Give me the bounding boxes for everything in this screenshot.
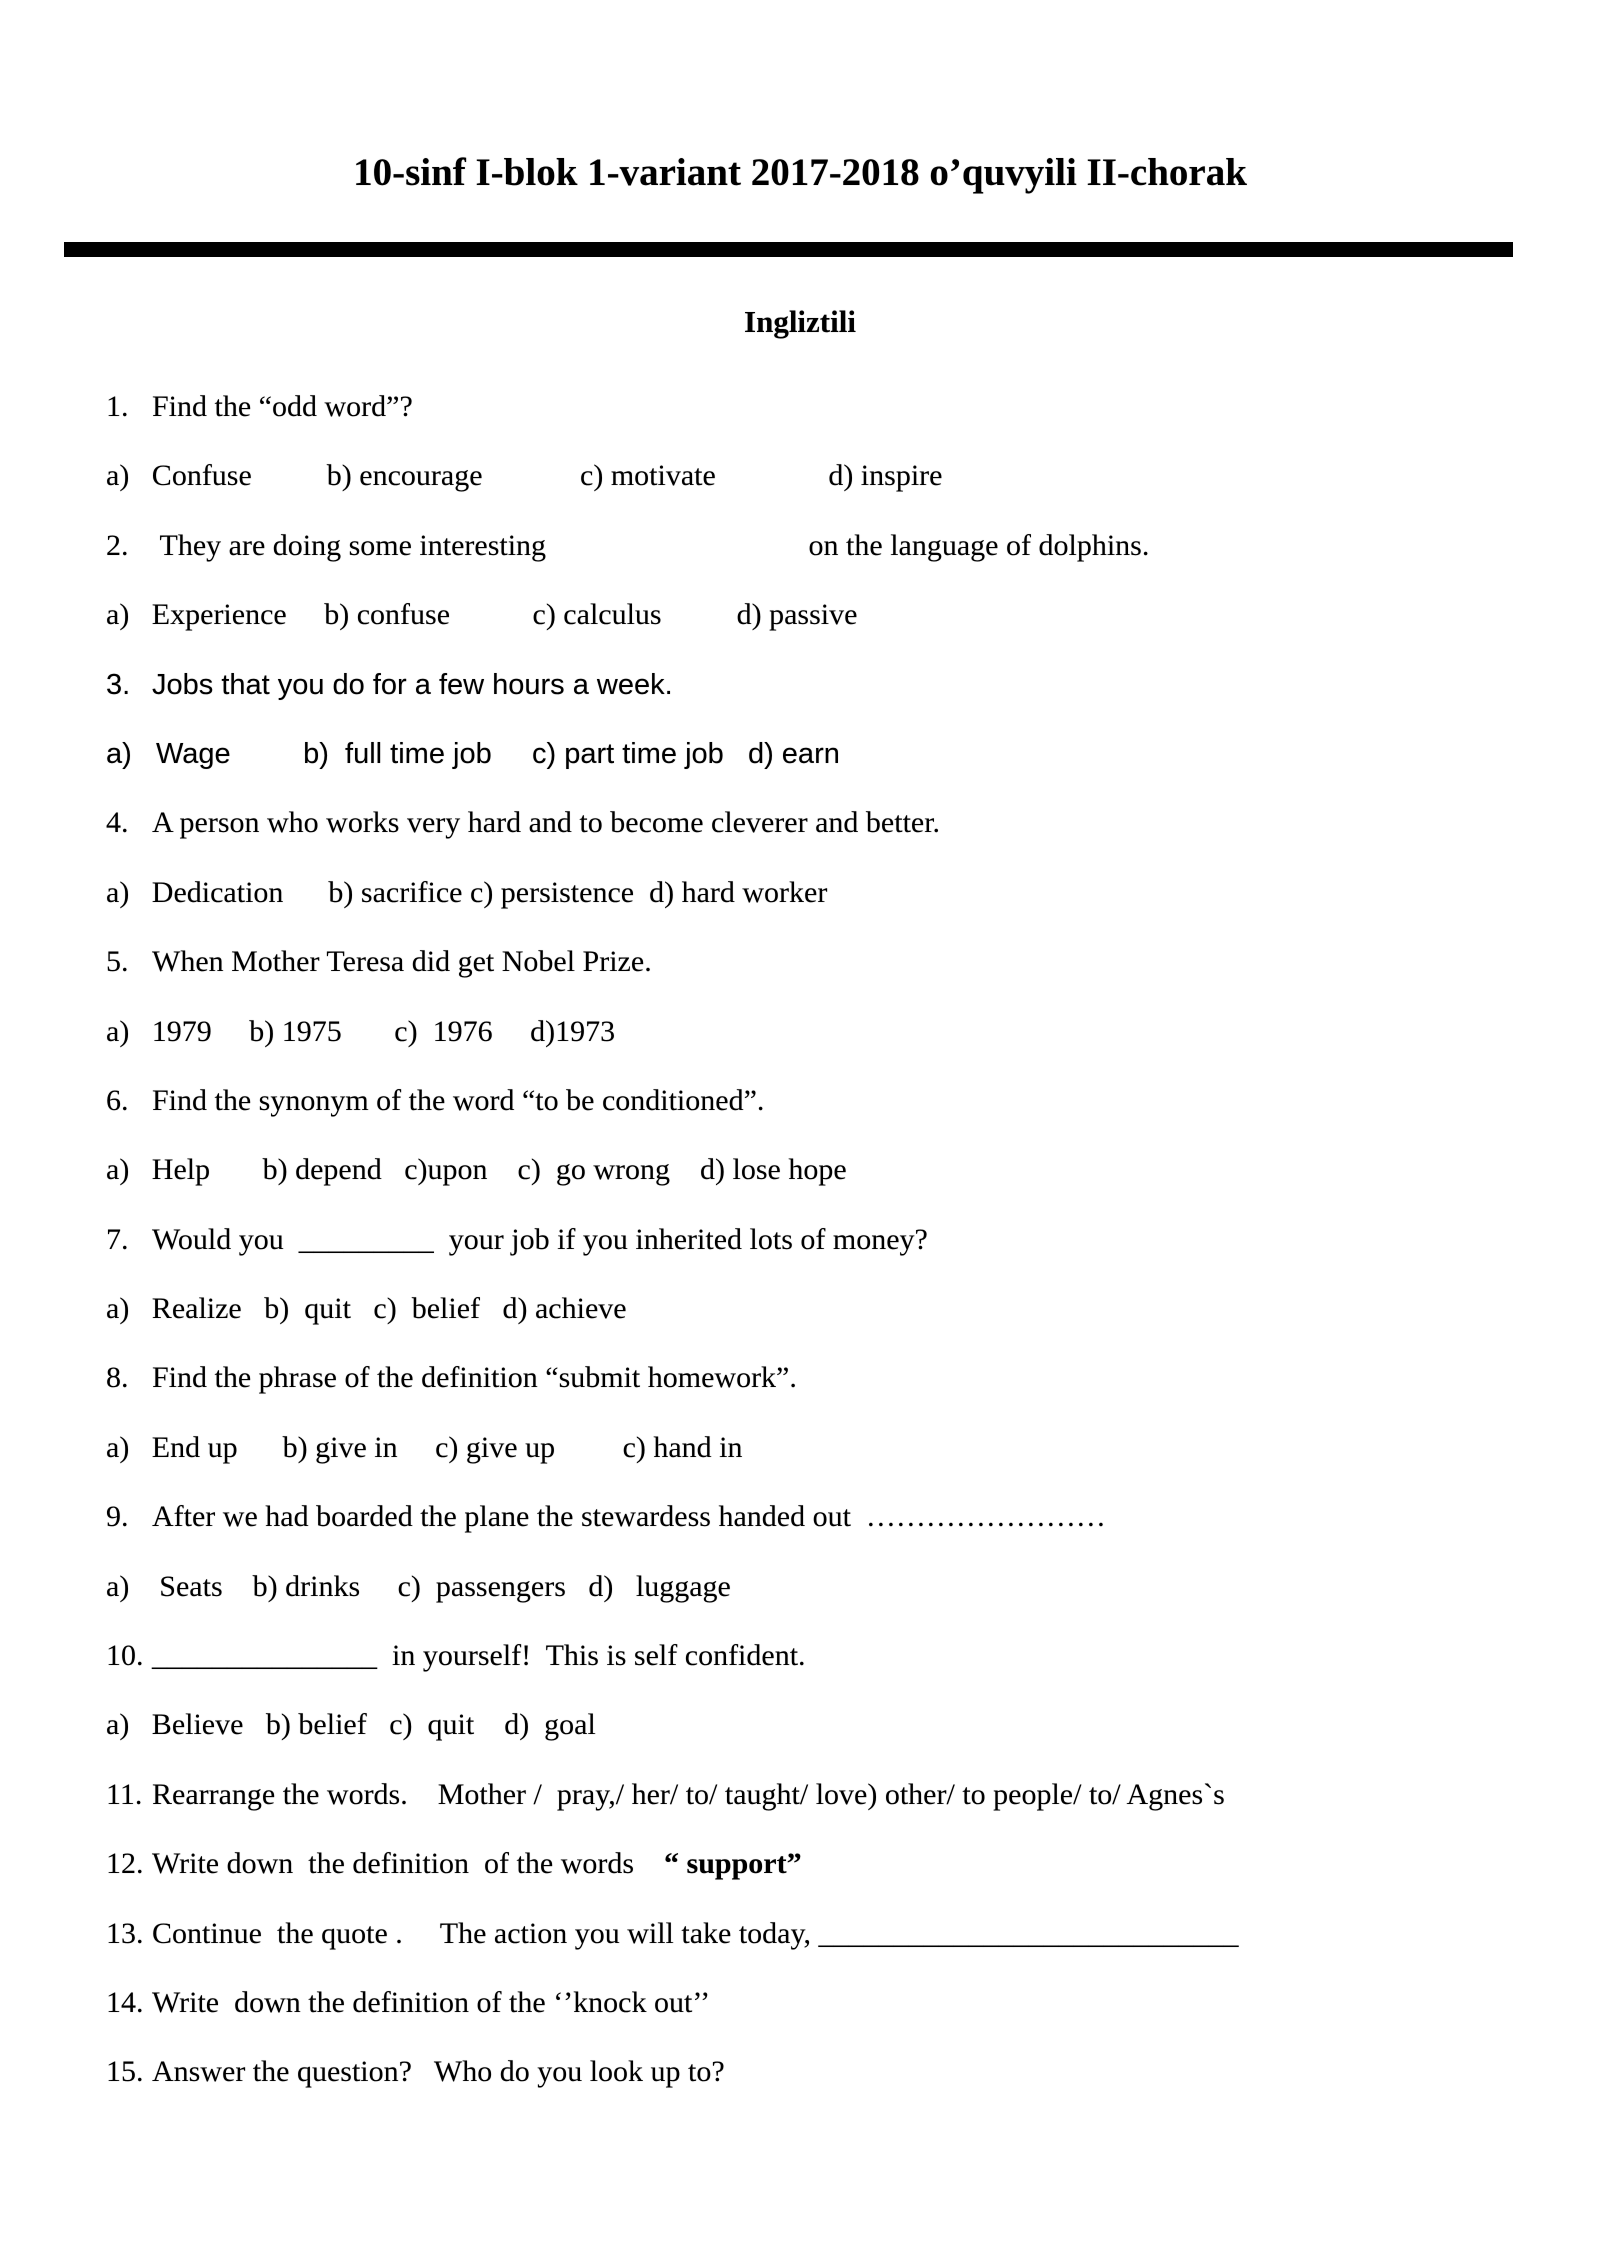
question-text: Rearrange the words. Mother / pray,/ her/ to/ taught/ love) other/ to people/ to/ Agnes`s — [152, 1777, 1225, 1811]
question-1-options — [106, 457, 1570, 526]
question-6-options — [106, 1151, 1570, 1220]
question-number: 3. — [106, 668, 131, 701]
question-text: Would you _________ your job if you inherited lots of money? — [152, 1222, 928, 1256]
question-3-options — [106, 735, 1570, 804]
question-9 — [106, 1498, 1570, 1567]
options-text: a) Help b) depend c)upon c) go wrong d) lose hope — [106, 1153, 847, 1187]
question-5-options — [106, 1013, 1570, 1082]
question-number: 1. — [106, 390, 129, 423]
question-6 — [106, 1082, 1570, 1151]
question-text: Find the phrase of the definition “submit homework”. — [152, 1361, 797, 1395]
question-number: 11. — [106, 1777, 143, 1811]
question-number: 9. — [106, 1500, 129, 1534]
question-text-normal: Write down the definition of the words — [152, 1847, 665, 1881]
question-12 — [106, 1845, 1570, 1914]
question-number: 12. — [106, 1847, 144, 1881]
question-number: 10. — [106, 1639, 144, 1673]
question-text: They are doing some interesting on the language of dolphins. — [152, 528, 1150, 562]
horizontal-rule — [64, 242, 1513, 257]
question-4 — [106, 804, 1570, 873]
question-3 — [106, 666, 1570, 735]
question-text: A person who works very hard and to become cleverer and better. — [152, 806, 941, 840]
options-text: a) 1979 b) 1975 c) 1976 d)1973 — [106, 1014, 616, 1048]
options-text: a) Wage b) full time job c) part time job d) earn — [106, 737, 840, 770]
question-number: 14. — [106, 1985, 144, 2019]
question-text: Answer the question? Who do you look up to? — [152, 2055, 725, 2089]
options-text: a) Confuse b) encourage c) motivate d) inspire — [106, 459, 943, 493]
question-text: Write down the definition of the ‘’knock out’’ — [152, 1985, 711, 2019]
question-number: 8. — [106, 1361, 129, 1395]
question-10-options — [106, 1706, 1570, 1775]
options-text: a) Dedication b) sacrifice c) persistence d) hard worker — [106, 875, 828, 909]
question-13 — [106, 1915, 1570, 1984]
question-9-options — [106, 1568, 1570, 1637]
question-text: Find the “odd word”? — [152, 390, 413, 423]
document-title: 10-sinf I-blok 1-variant 2017-2018 o’quvyili II-chorak — [353, 151, 1247, 194]
question-text-bold: “ support” — [664, 1847, 802, 1881]
question-text: When Mother Teresa did get Nobel Prize. — [152, 945, 652, 979]
options-text: a) Realize b) quit c) belief d) achieve — [106, 1292, 627, 1326]
question-list — [106, 388, 1570, 2123]
question-7 — [106, 1221, 1570, 1290]
question-text: Find the synonym of the word “to be conditioned”. — [152, 1083, 765, 1117]
question-7-options — [106, 1290, 1570, 1359]
options-text: a) Experience b) confuse c) calculus d) passive — [106, 598, 858, 632]
question-number: 4. — [106, 806, 129, 840]
question-2-options — [106, 596, 1570, 665]
question-text: _______________ in yourself! This is self confident. — [152, 1639, 806, 1673]
question-text: Continue the quote . The action you will take today, ____________________________ — [152, 1916, 1239, 1950]
question-number: 15. — [106, 2055, 144, 2089]
question-text: Jobs that you do for a few hours a week. — [152, 668, 673, 701]
options-text: a) End up b) give in c) give up c) hand in — [106, 1430, 743, 1464]
question-15 — [106, 2053, 1570, 2122]
subject-heading: Ingliztili — [744, 304, 856, 339]
question-text: After we had boarded the plane the stewardess handed out …………………… — [152, 1500, 1106, 1534]
question-number: 6. — [106, 1083, 129, 1117]
question-number: 2. — [106, 528, 129, 562]
question-number: 7. — [106, 1222, 129, 1256]
question-number: 13. — [106, 1916, 144, 1950]
question-5 — [106, 943, 1570, 1012]
options-text: a) Believe b) belief c) quit d) goal — [106, 1708, 596, 1742]
question-8 — [106, 1359, 1570, 1428]
question-4-options — [106, 874, 1570, 943]
options-text: a) Seats b) drinks c) passengers d) luggage — [106, 1569, 731, 1603]
question-1 — [106, 388, 1570, 457]
question-11 — [106, 1776, 1570, 1845]
question-10 — [106, 1637, 1570, 1706]
question-8-options — [106, 1429, 1570, 1498]
question-number: 5. — [106, 945, 129, 979]
question-2 — [106, 527, 1570, 596]
question-text — [152, 1845, 1570, 1883]
question-14 — [106, 1984, 1570, 2053]
